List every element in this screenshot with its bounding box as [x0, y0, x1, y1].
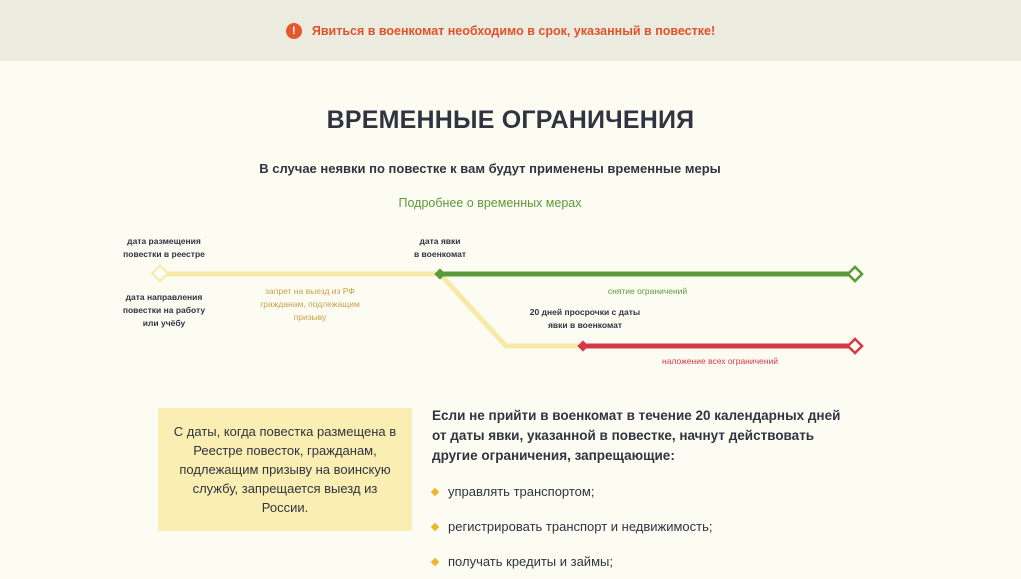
travel-ban-note: С даты, когда повестка размещена в Реестре повесток, гражданам, подлежащим призыву на воинскую службу, запрещается выезд из России. — [158, 408, 412, 531]
alert-text: Явиться в военкомат необходимо в срок, указанный в повестке! — [311, 23, 716, 38]
alert-bar — [0, 0, 1021, 61]
label-overdue: 20 дней просрочки с даты явки в военкомат — [529, 307, 641, 330]
label-lifting: снятие ограничений — [607, 286, 688, 296]
exclamation-icon: ! — [286, 23, 302, 39]
subtitle: В случае неявки по повестке к вам будут применены временные меры — [259, 161, 721, 176]
label-all-restrictions: наложение всех ограничений — [662, 356, 778, 366]
more-info-link[interactable]: Подробнее о временных мерах — [398, 196, 582, 210]
label-posting-date: дата размещения повестки в реестре — [123, 236, 205, 259]
label-appearance-date: дата явки в военкомат — [413, 236, 467, 259]
list-item: получать кредиты и займы; — [432, 544, 852, 579]
diamond-bullet-icon — [431, 487, 439, 495]
label-sent-date: дата направления повестки на работу или учёбу — [122, 292, 206, 328]
restrictions-lead: Если не прийти в военкомат в течение 20 календарных дней от даты явки, указанной в повестке, начнут действовать другие ограничения, запрещающие: — [432, 408, 841, 463]
restrictions-section — [432, 406, 852, 579]
list-item: управлять транспортом; — [432, 474, 852, 509]
alert-content — [286, 23, 715, 39]
diamond-bullet-icon — [431, 557, 439, 565]
timeline-appearance-marker — [434, 268, 445, 279]
timeline-red-end-marker — [848, 339, 862, 353]
label-travel-ban: запрет на выезд из РФ гражданам, подлежащим призыву — [260, 286, 360, 322]
page-title: ВРЕМЕННЫЕ ОГРАНИЧЕНИЯ — [326, 106, 695, 134]
timeline-overdue-marker — [577, 340, 588, 351]
timeline-start-marker — [152, 266, 168, 282]
timeline-green-end-marker — [848, 267, 862, 281]
restrictions-list — [432, 474, 852, 579]
diamond-bullet-icon — [431, 522, 439, 530]
list-item: регистрировать транспорт и недвижимость; — [432, 509, 852, 544]
